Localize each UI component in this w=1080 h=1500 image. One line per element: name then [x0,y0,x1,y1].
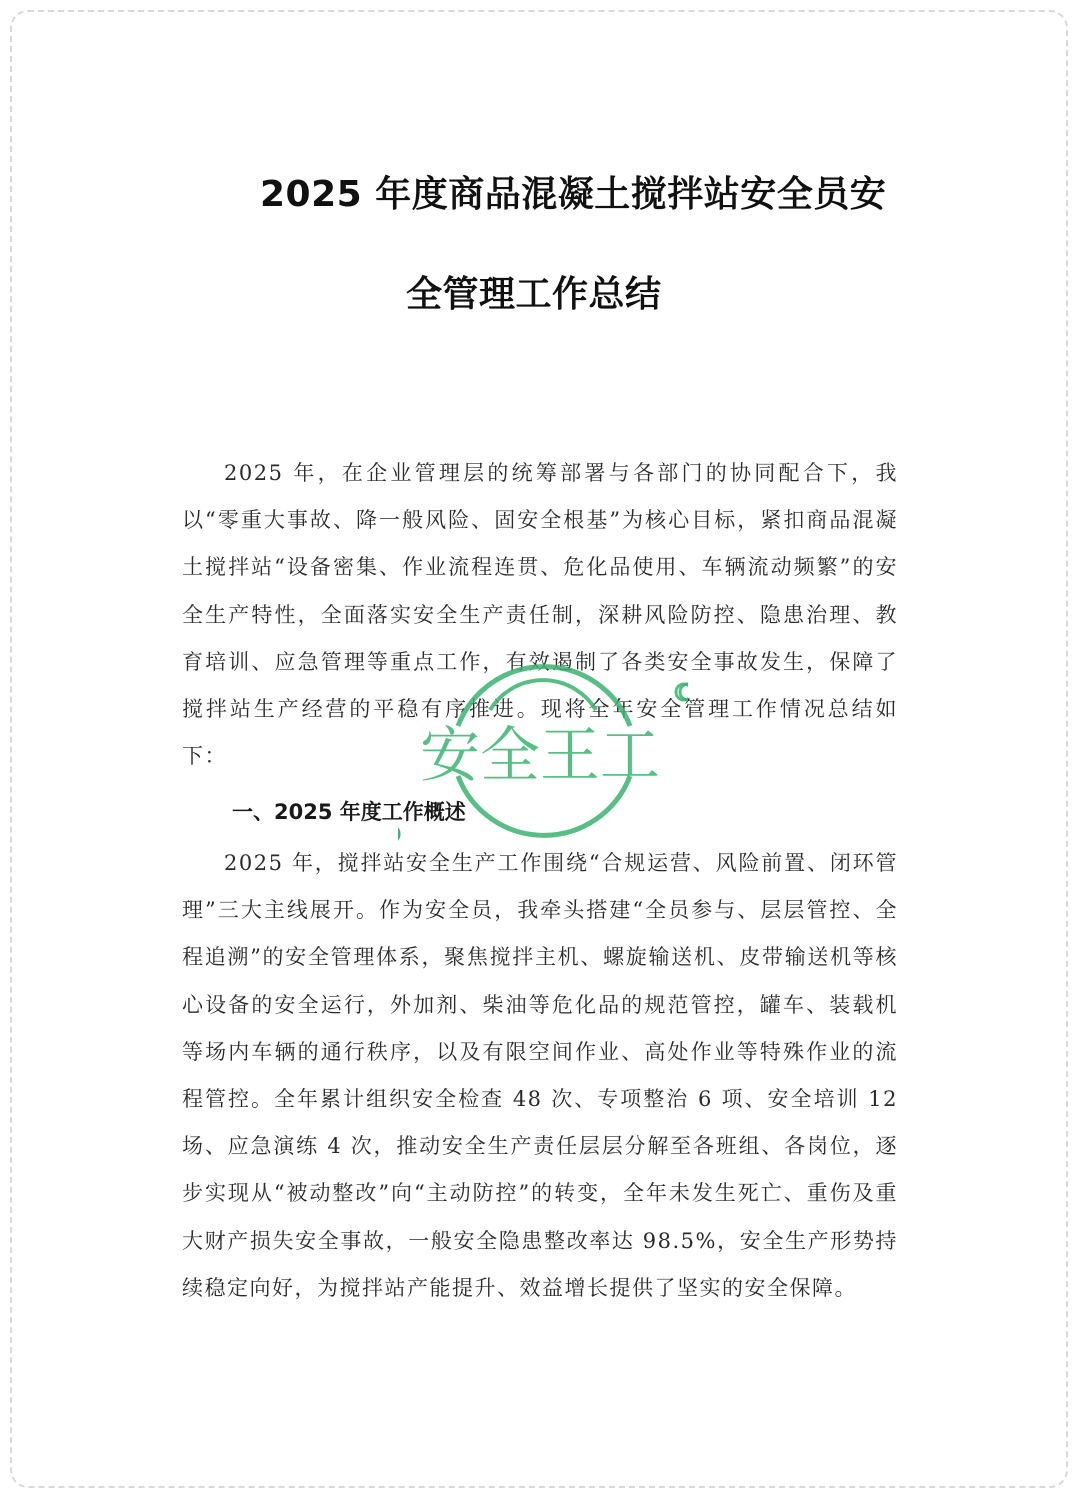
document-title-line-1: 2025 年度商品混凝土搅拌站安全员安 [260,174,887,215]
overview-paragraph: 2025 年，搅拌站安全生产工作围绕“合规运营、风险前置、闭环管理”三大主线展开。作为安全员，我牵头搭建“全员参与、层层管控、全程追溯”的安全管理体系，聚焦搅拌主机、螺旋输送机、皮带输送机等核心设备的安全运行，外加剂、柴油等危化品的规范管控，罐车、装载机等场内车辆的通行秩序，以及有限空间作业、高处作业等特殊作业的流程管控。全年累计组织安全检查 48 次、专项整治 6 项、安全培训 12 场、应急演练 4 次，推动安全生产责任层层分解至各班组、各岗位，逐步实现从“被动整改”向“主动防控”的转变，全年未发生死亡、重伤及重大财产损失安全事故，一般安全隐患整改率达 98.5%，安全生产形势持续稳定向好，为搅拌站产能提升、效益增长提供了坚实的安全保障。 [182,851,898,1300]
overview-section [182,840,898,1312]
intro-paragraph: 2025 年，在企业管理层的统筹部署与各部门的协同配合下，我以“零重大事故、降一般风险、固安全根基”为核心目标，紧扣商品混凝土搅拌站“设备密集、作业流程连贯、危化品使用、车辆流动频繁”的安全生产特性，全面落实安全生产责任制，深耕风险防控、隐患治理、教育培训、应急管理等重点工作，有效遏制了各类安全事故发生，保障了搅拌站生产经营的平稳有序推进。现将全年安全管理工作情况总结如下： [182,461,898,769]
intro-section [182,450,898,780]
document-title-line-2: 全管理工作总结 [406,274,662,315]
section-heading: 一、2025 年度工作概述 [232,800,466,824]
watermark-text: 安全王工 [420,721,660,791]
